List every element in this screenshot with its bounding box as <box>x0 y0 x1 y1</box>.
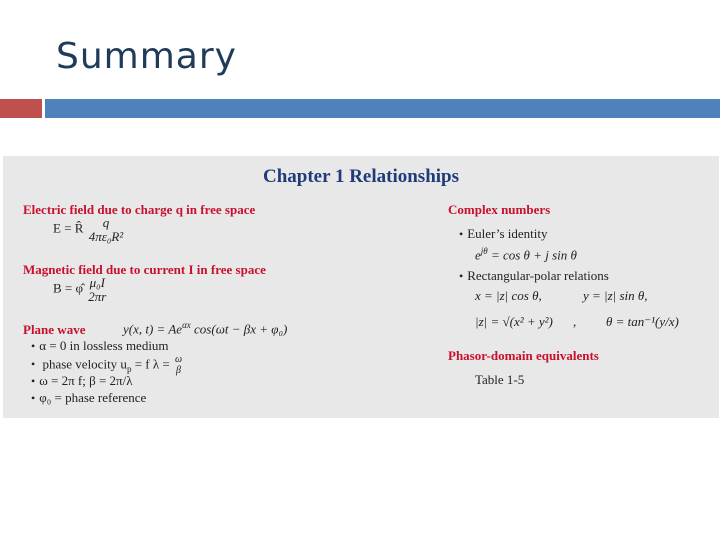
accent-bar-left <box>0 99 42 118</box>
plane-wave-equation-left: y(x, t) = Ae <box>123 321 183 337</box>
euler-identity-label: • Euler’s identity <box>459 226 547 242</box>
plane-wave-heading: Plane wave <box>23 322 86 337</box>
rect-polar-row2-separator: , <box>573 314 577 329</box>
phase-velocity-subscript: p <box>126 364 132 375</box>
magnetic-field-numerator: μ₀I <box>89 275 105 290</box>
rect-polar-row1-right: y = |z| sin θ, <box>583 288 648 303</box>
rect-polar-label: • Rectangular-polar relations <box>459 268 609 284</box>
phase-velocity-numerator: ω <box>174 354 183 365</box>
electric-field-fraction <box>87 216 126 243</box>
electric-field-equation <box>53 216 125 243</box>
plane-wave-item: • φ₀ = phase reference <box>31 390 146 406</box>
phasor-table-ref: Table 1-5 <box>475 372 525 387</box>
rect-polar-row2-left: |z| = √(x² + y²) <box>475 314 553 329</box>
magnetic-field-lhs: B = φ̂ <box>53 280 84 296</box>
plane-wave-item: • ω = 2π f; β = 2π/λ <box>31 373 133 389</box>
plane-wave-equation <box>123 320 287 337</box>
electric-field-denominator: 4πε₀R² <box>88 228 124 244</box>
phase-velocity-denominator: β <box>176 364 181 376</box>
plane-wave-equation-right: cos(ωt − βx + φ₀) <box>194 321 288 337</box>
magnetic-field-fraction <box>86 276 108 303</box>
plane-wave-exponent: αx <box>182 320 191 330</box>
phasor-heading: Phasor-domain equivalents <box>448 348 599 363</box>
complex-numbers-heading: Complex numbers <box>448 202 551 217</box>
euler-rhs: = cos θ + j sin θ <box>487 247 577 263</box>
accent-bar-right <box>45 99 720 118</box>
euler-exponent: jθ <box>480 246 488 256</box>
euler-identity-equation <box>475 246 577 263</box>
phase-velocity-label: phase velocity u <box>42 356 127 372</box>
plane-wave-item: • α = 0 in lossless medium <box>31 338 169 354</box>
slide-title: Summary <box>56 36 237 77</box>
magnetic-field-heading: Magnetic field due to current I in free space <box>23 262 266 277</box>
relationships-figure <box>3 156 719 418</box>
magnetic-field-denominator: 2πr <box>88 288 107 304</box>
electric-field-heading: Electric field due to charge q in free space <box>23 202 256 217</box>
electric-field-numerator: q <box>102 215 110 230</box>
phase-velocity-rhs: = f λ = <box>131 356 173 372</box>
rect-polar-row2-right: θ = tan⁻¹(y/x) <box>606 314 679 329</box>
rect-polar-row1-left: x = |z| cos θ, <box>475 288 542 303</box>
magnetic-field-equation <box>53 276 108 303</box>
figure-title: Chapter 1 Relationships <box>262 166 459 187</box>
electric-field-lhs: E = R̂ <box>53 220 84 236</box>
phase-velocity-fraction <box>173 355 184 376</box>
euler-base: e <box>475 247 481 263</box>
